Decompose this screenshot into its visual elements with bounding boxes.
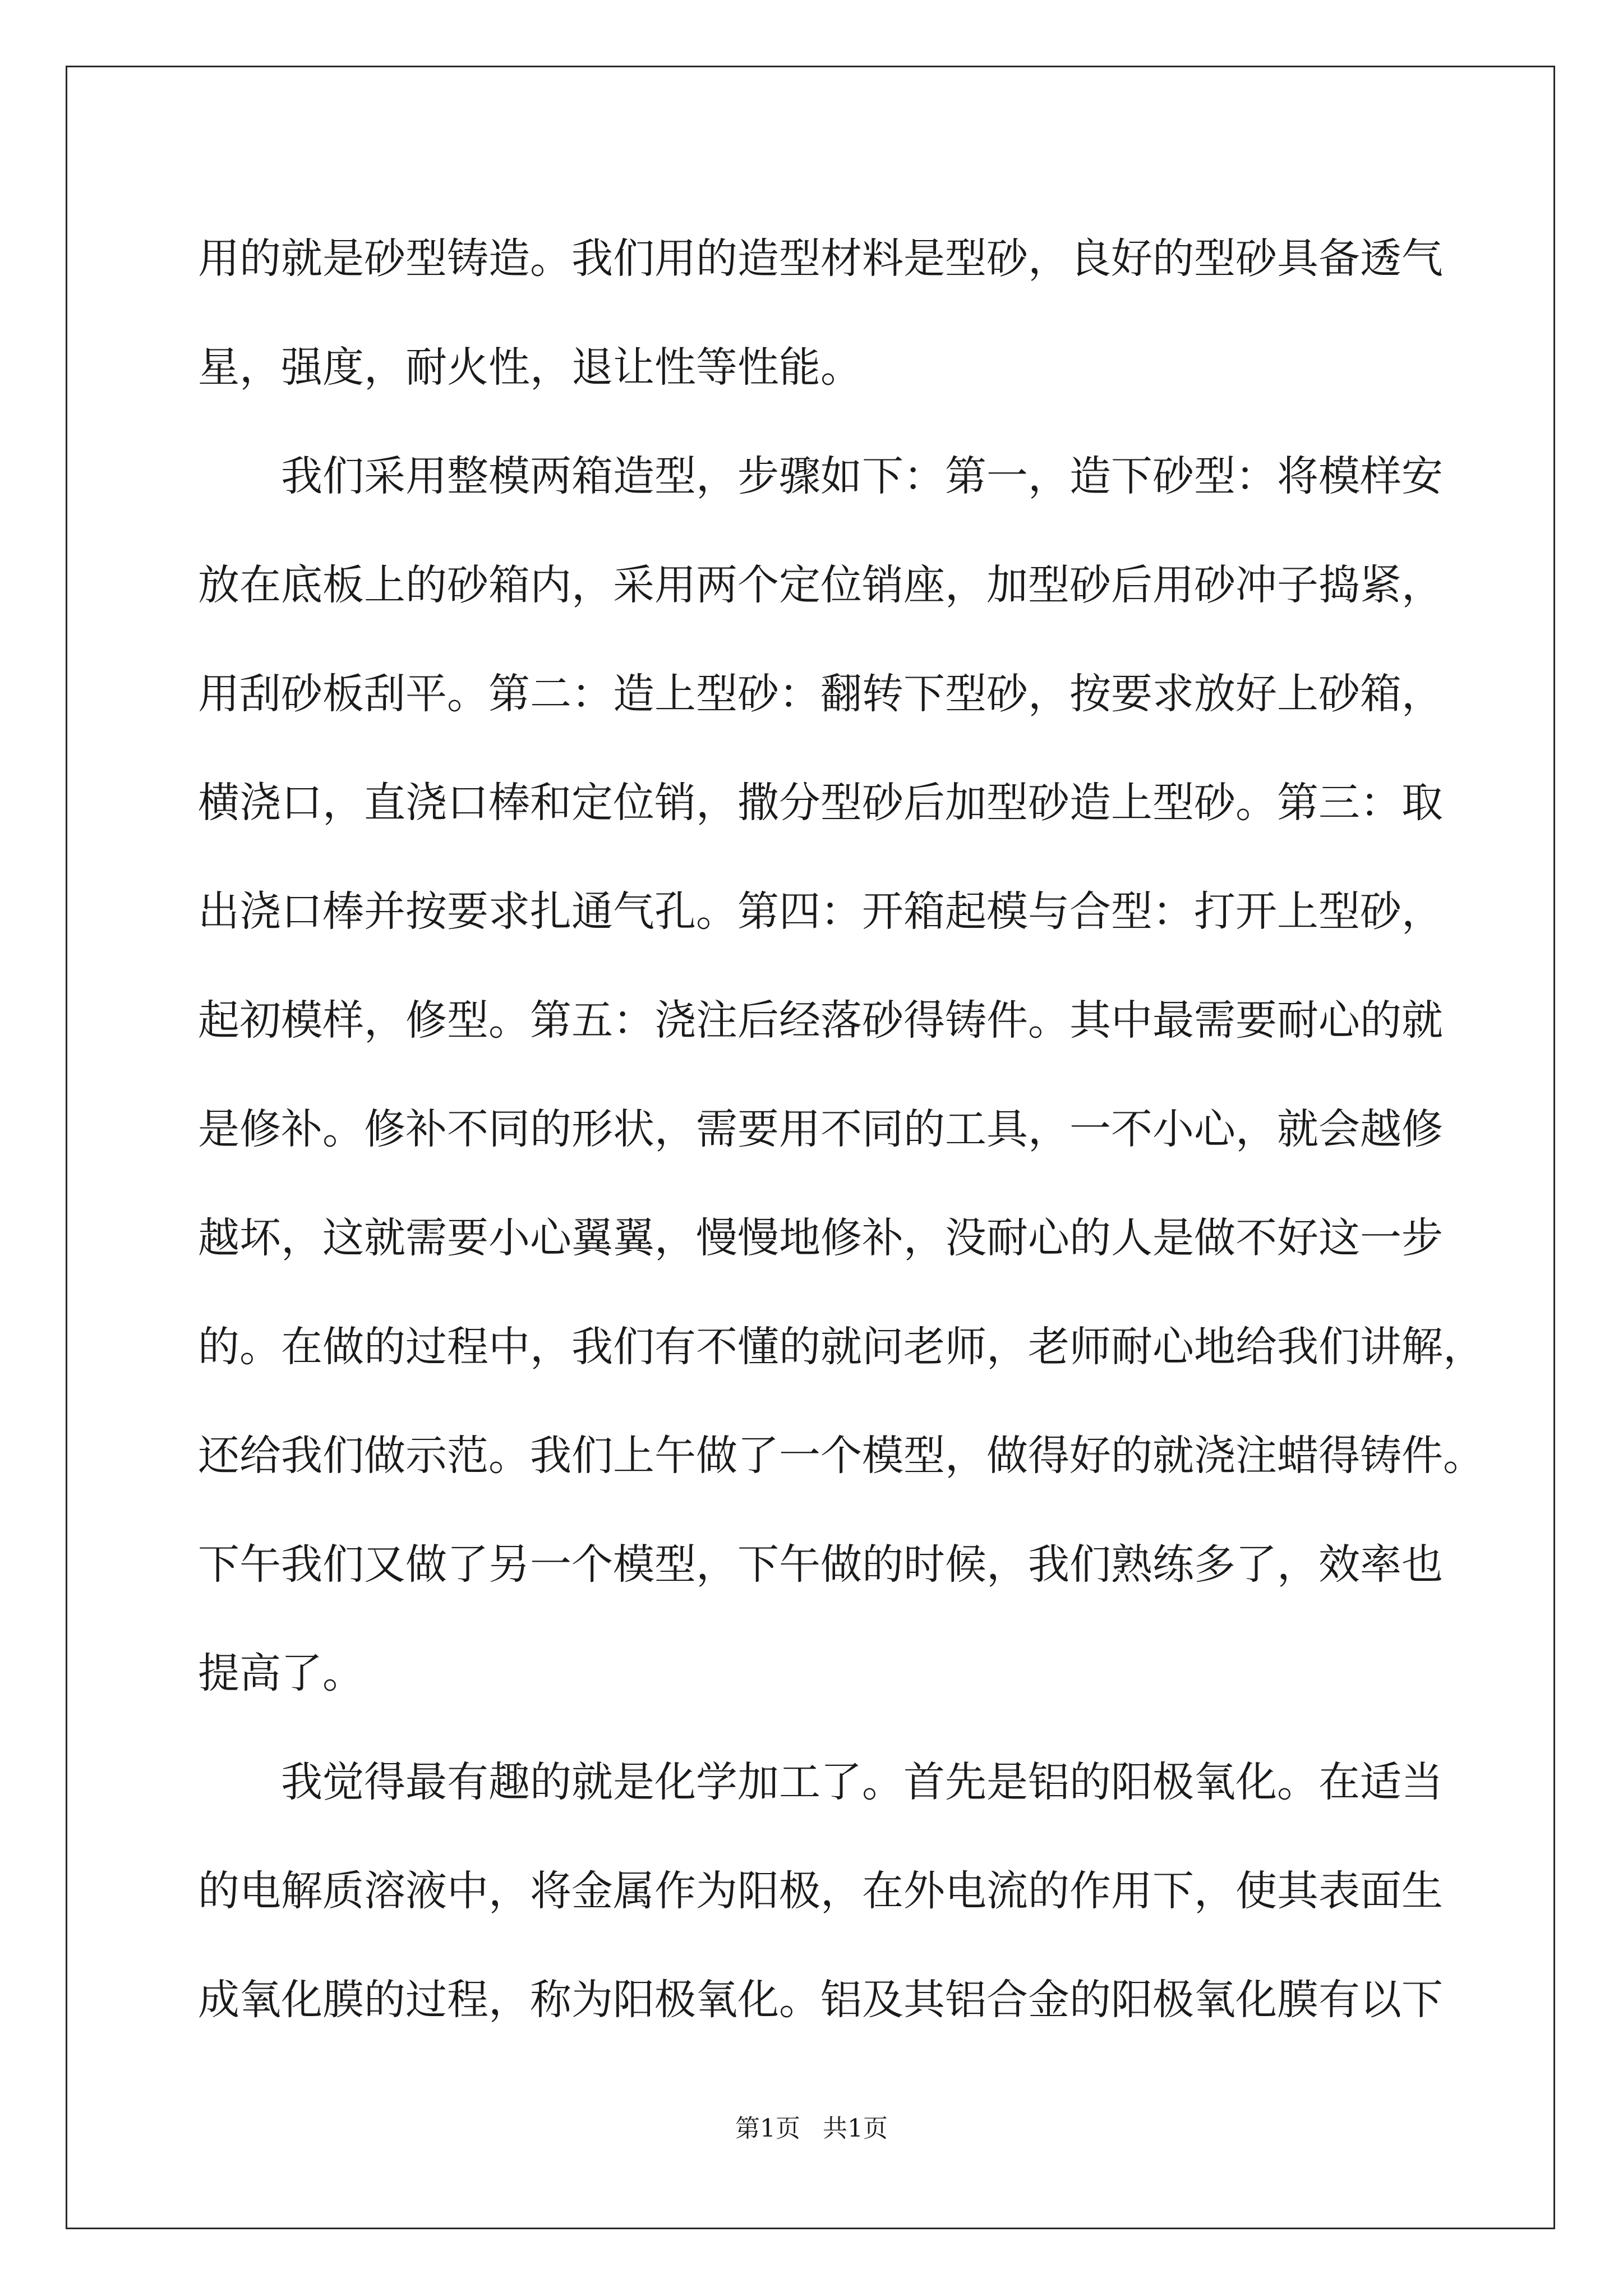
text-line-7: 出浇口棒并按要求扎通气孔。第四：开箱起模与合型：打开上型砂， (198, 887, 1443, 936)
page-number: 第1页 (735, 2114, 800, 2143)
text-line-6: 横浇口，直浇口棒和定位销，撒分型砂后加型砂造上型砂。第三：取 (198, 779, 1443, 827)
text-line-10: 越坏，这就需要小心翼翼，慢慢地修补，没耐心的人是做不好这一步 (198, 1214, 1443, 1262)
text-line-15: 我觉得最有趣的就是化学加工了。首先是铝的阳极氧化。在适当 (281, 1758, 1443, 1806)
text-line-16: 的电解质溶液中，将金属作为阳极，在外电流的作用下，使其表面生 (198, 1867, 1443, 1915)
page-total: 共1页 (823, 2114, 888, 2143)
text-line-14: 提高了。 (198, 1649, 364, 1697)
document-body (198, 204, 1484, 2054)
text-line-11: 的。在做的过程中，我们有不懂的就问老师，老师耐心地给我们讲解， (198, 1323, 1484, 1371)
text-line-1: 用的就是砂型铸造。我们用的造型材料是型砂，良好的型砂具备透气 (198, 234, 1443, 283)
text-line-4: 放在底板上的砂箱内，采用两个定位销座，加型砂后用砂冲子捣紧， (198, 561, 1443, 609)
page-footer (0, 2108, 1623, 2144)
text-line-12: 还给我们做示范。我们上午做了一个模型，做得好的就浇注蜡得铸件。 (198, 1432, 1484, 1480)
text-line-3: 我们采用整模两箱造型，步骤如下：第一，造下砂型：将模样安 (281, 452, 1443, 500)
text-line-8: 起初模样，修型。第五：浇注后经落砂得铸件。其中最需要耐心的就 (198, 996, 1443, 1045)
text-line-17: 成氧化膜的过程，称为阳极氧化。铝及其铝合金的阳极氧化膜有以下 (198, 1976, 1443, 2024)
text-line-2: 星，强度，耐火性，退让性等性能。 (198, 343, 862, 392)
text-line-9: 是修补。修补不同的形状，需要用不同的工具，一不小心，就会越修 (198, 1105, 1443, 1153)
text-line-13: 下午我们又做了另一个模型，下午做的时候，我们熟练多了，效率也 (198, 1540, 1443, 1589)
text-line-5: 用刮砂板刮平。第二：造上型砂：翻转下型砂，按要求放好上砂箱， (198, 670, 1443, 718)
